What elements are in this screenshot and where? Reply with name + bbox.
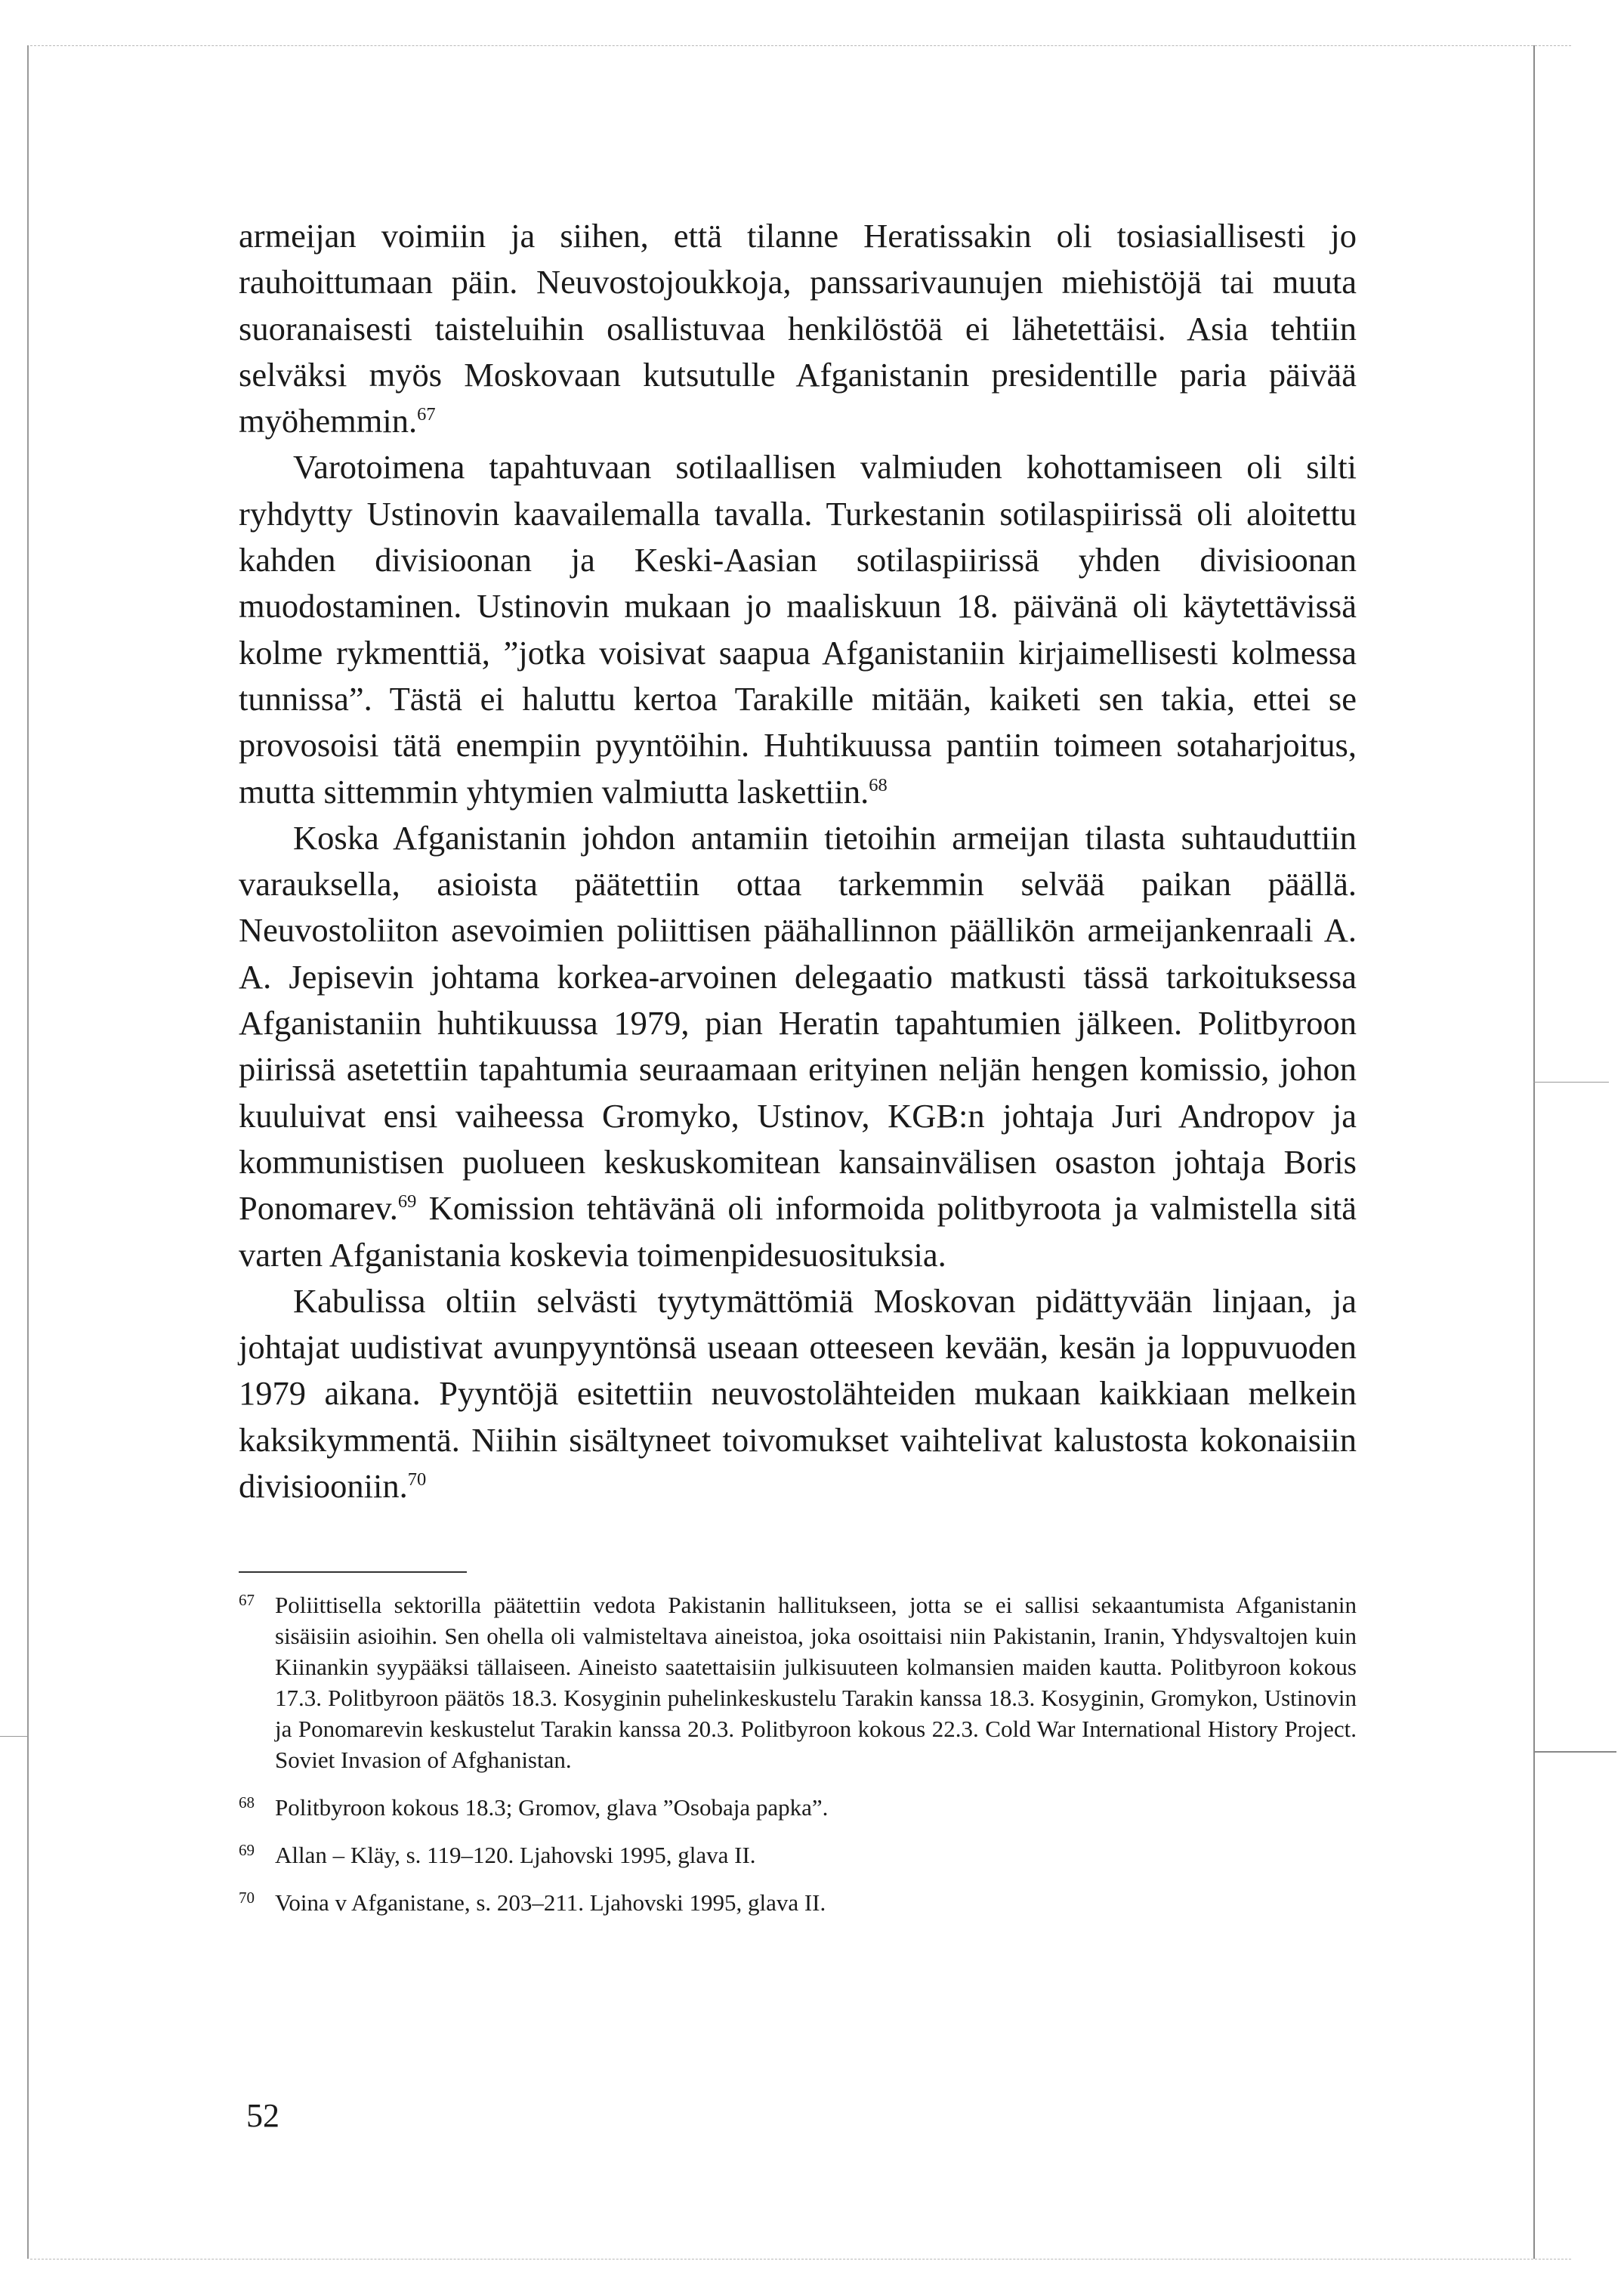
page-number: 52 [246,2097,279,2134]
footnote [239,1887,1357,1918]
footnote-text: Politbyroon kokous 18.3; Gromov, glava ”Osobaja papka”. [275,1794,829,1821]
footnote-ref: 69 [397,1191,417,1212]
paragraph-text: Koska Afganistanin johdon antamiin tietoihin armeijan tilasta suhtauduttiin varauksella, asioista päätettiin ottaa tarkemmin selvää paikan päällä. Neuvostoliiton asevoimien poliittisen päähallinnon päällikön armeijankenraali A. A. Jepisevin johtama korkea-arvoinen delegaatio matkusti tässä tarkoituksessa Afganistaniin huhtikuussa 1979, pian Heratin tapahtumien jälkeen. Politbyroon piirissä asetettiin tapahtumia seuraamaan erityinen neljän hengen komissio, johon kuuluivat ensi vaiheessa Gromyko, Ustinov, KGB:n johtaja Juri Andropov ja kommunistisen puolueen keskuskomitean kansainvälisen osaston johtaja Boris Ponomarev. [239,818,1357,1228]
paragraph-text: Kabulissa oltiin selvästi tyytymättömiä Moskovan pidättyvään linjaan, ja johtajat uudistivat avunpyyntönsä useaan otteeseen kevään, kesän ja loppuvuoden 1979 aikana. Pyyntöjä esitettiin neuvostolähteiden mukaan kaikkiaan melkein kaksikymmentä. Niihin sisältyneet toivomukset vaihtelivat kalustosta kokonaisiin divisiooniin. [239,1281,1357,1506]
body-text [239,213,1357,1509]
scan-edge-top [30,45,1571,46]
footnote-ref: 68 [869,774,888,795]
footnote [239,1792,1357,1823]
paragraph [239,815,1357,1278]
footnote-ref: 70 [407,1469,427,1490]
footnotes [239,1589,1357,1935]
paragraph [239,213,1357,444]
footnote-ref: 67 [417,404,436,425]
footnote [239,1839,1357,1870]
footnote-text: Allan – Kläy, s. 119–120. Ljahovski 1995, glava II. [275,1842,756,1868]
footnote-text: Voina v Afganistane, s. 203–211. Ljahovski 1995, glava II. [275,1889,826,1916]
footnote-divider [239,1571,467,1573]
scan-edge-right [1533,45,1535,2259]
scan-edge-left [27,45,29,2259]
paragraph [239,444,1357,814]
footnote-number: 69 [239,1841,255,1859]
footnote [239,1589,1357,1775]
paragraph [239,1278,1357,1509]
scan-tick-right-upper [1533,1082,1609,1083]
paragraph-text-continued: Komission tehtävänä oli informoida politbyroota ja valmistella sitä varten Afganistania koskevia toimenpidesuosituksia. [239,1189,1357,1274]
paragraph-text: armeijan voimiin ja siihen, että tilanne Heratissakin oli tosiasiallisesti jo rauhoittumaan päin. Neuvostojoukkoja, panssarivaunujen miehistöjä tai muuta suoranaisesti taisteluihin osallistuvaa henkilöstöä ei lähetettäisi. Asia tehtiin selväksi myös Moskovaan kutsutulle Afganistanin presidentille paria päivää myöhemmin. [239,217,1357,440]
scan-tick-left [0,1736,27,1737]
footnote-number: 67 [239,1591,255,1609]
footnote-number: 70 [239,1889,255,1907]
scan-tick-right-lower [1533,1751,1616,1753]
footnote-text: Poliittisella sektorilla päätettiin vedota Pakistanin hallitukseen, jotta se ei sallisi sekaantumista Afganistanin sisäisiin asioihin. Sen ohella oli valmisteltava aineistoa, joka osoittaisi niin Pakistanin, Iranin, Yhdysvaltojen kuin Kiinankin syypääksi tällaiseen. Aineisto saatettaisiin julkisuuteen kolmansien maiden kautta. Politbyroon kokous 17.3. Politbyroon päätös 18.3. Kosyginin puhelinkeskustelu Tarakin kanssa 18.3. Kosyginin, Gromykon, Ustinovin ja Ponomarevin keskustelut Tarakin kanssa 20.3. Politbyroon kokous 22.3. Cold War International History Project. Soviet Invasion of Afghanistan. [275,1592,1357,1773]
footnote-number: 68 [239,1793,255,1812]
paragraph-text: Varotoimena tapahtuvaan sotilaallisen valmiuden kohottamiseen oli silti ryhdytty Ustinovin kaavailemalla tavalla. Turkestanin sotilaspiirissä oli aloitettu kahden divisioonan ja Keski-Aasian sotilaspiirissä yhden divisioonan muodostaminen. Ustinovin mukaan jo maaliskuun 18. päivänä oli käytettävissä kolme rykmenttiä, ”jotka voisivat saapua Afganistaniin kirjaimellisesti kolmessa tunnissa”. Tästä ei haluttu kertoa Tarakille mitään, kaiketi sen takia, ettei se provosoisi tätä enempiin pyyntöihin. Huhtikuussa pantiin toimeen sotaharjoitus, mutta sittemmin yhtymien valmiutta laskettiin. [239,448,1357,811]
